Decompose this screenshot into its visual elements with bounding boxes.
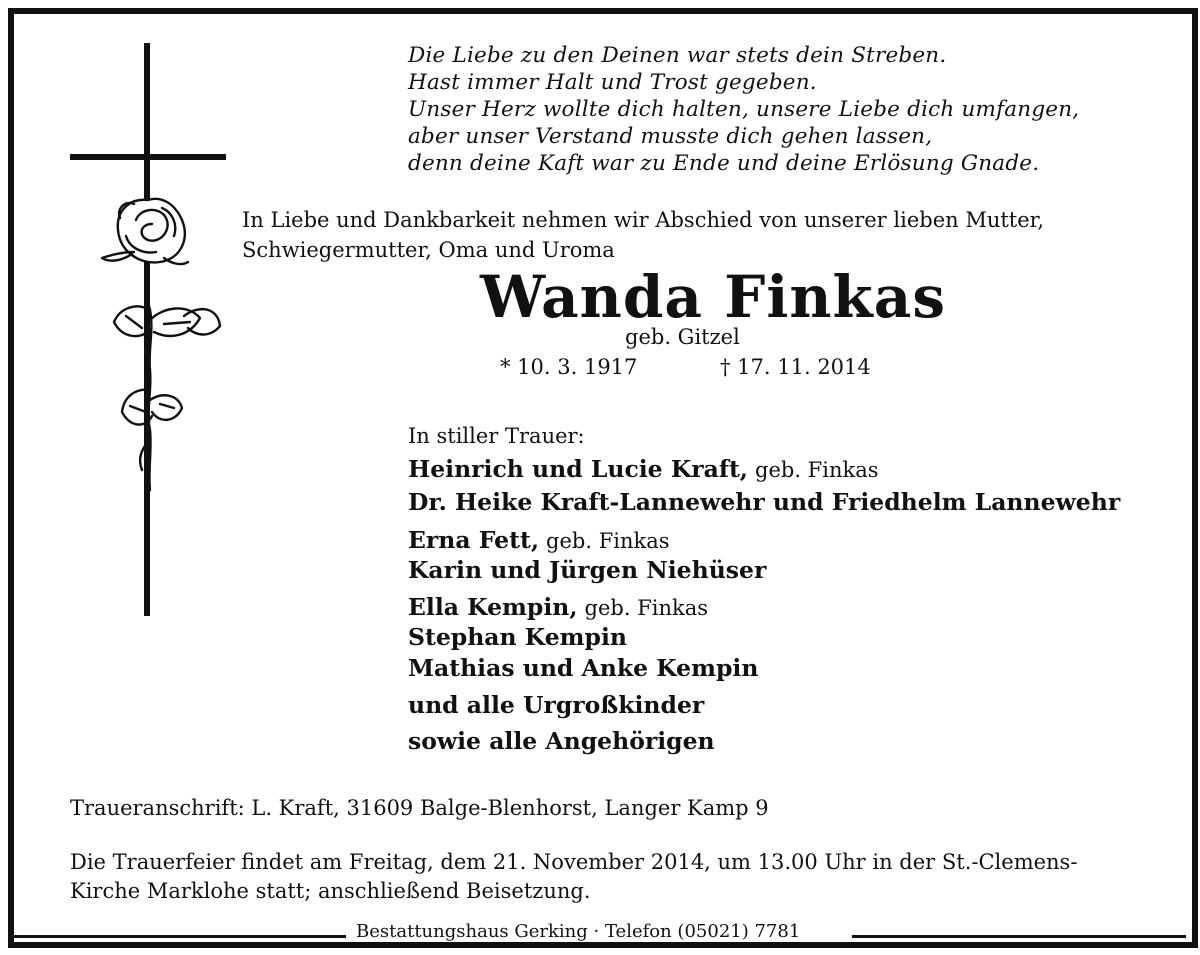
rose-icon (102, 199, 220, 490)
mourner-name: Erna Fett, (408, 526, 540, 554)
mourner-row (408, 455, 879, 483)
poem-line: Die Liebe zu den Deinen war stets dein Streben. (408, 43, 947, 68)
mourner-name: Heinrich und Lucie Kraft, (408, 455, 748, 483)
deceased-name: Wanda Finkas (480, 263, 946, 331)
mourner-name: Ella Kempin, (408, 593, 578, 621)
ceremony-info (70, 848, 1077, 906)
funeral-home-footer: Bestattungshaus Gerking · Telefon (05021) 7781 (352, 921, 804, 942)
mourner-row (408, 556, 766, 584)
poem-line: aber unser Verstand musste dich gehen lassen, (408, 124, 933, 149)
mourner-row (408, 593, 708, 621)
mourning-address: Traueranschrift: L. Kraft, 31609 Balge-Blenhorst, Langer Kamp 9 (70, 796, 769, 820)
footer-rule-left (14, 935, 346, 938)
footer-rule-right (852, 935, 1186, 938)
death-date: † 17. 11. 2014 (720, 355, 871, 379)
birth-name: geb. Gitzel (625, 325, 740, 349)
cross-icon (70, 43, 226, 616)
mourner-name: Dr. Heike Kraft-Lannewehr und Friedhelm Lannewehr (408, 488, 1121, 516)
birth-date: * 10. 3. 1917 (500, 355, 638, 379)
mourner-row (408, 654, 758, 682)
poem-line: Hast immer Halt und Trost gegeben. (408, 70, 817, 95)
mourner-name: Mathias und Anke Kempin (408, 654, 759, 682)
intro-text (242, 205, 1044, 265)
mourner-name: Stephan Kempin (408, 623, 627, 651)
mourner-note: geb. Finkas (546, 529, 670, 553)
poem-line: denn deine Kaft war zu Ende und deine Erlösung Gnade. (408, 151, 1040, 176)
mourner-name: und alle Urgroßkinder (408, 691, 705, 719)
intro-line: Schwiegermutter, Oma und Uroma (242, 238, 615, 262)
intro-line: In Liebe und Dankbarkeit nehmen wir Abschied von unserer lieben Mutter, (242, 208, 1045, 232)
mourner-row (408, 691, 704, 719)
mourner-note: geb. Finkas (755, 458, 879, 482)
ceremony-line: Kirche Marklohe statt; anschließend Beisetzung. (70, 879, 591, 903)
mourner-name: sowie alle Angehörigen (408, 727, 715, 755)
mourner-name: Karin und Jürgen Niehüser (408, 556, 767, 584)
mourner-row (408, 623, 627, 651)
cross-with-rose-icon (60, 40, 240, 630)
mourners-label: In stiller Trauer: (408, 424, 585, 448)
mourner-row (408, 526, 670, 554)
ceremony-line: Die Trauerfeier findet am Freitag, dem 21. November 2014, um 13.00 Uhr in der St.-Clemens- (70, 850, 1078, 874)
mourner-row (408, 488, 1120, 516)
mourner-row (408, 727, 715, 755)
poem-line: Unser Herz wollte dich halten, unsere Liebe dich umfangen, (408, 97, 1080, 122)
poem (408, 42, 1079, 177)
mourner-note: geb. Finkas (584, 596, 709, 620)
